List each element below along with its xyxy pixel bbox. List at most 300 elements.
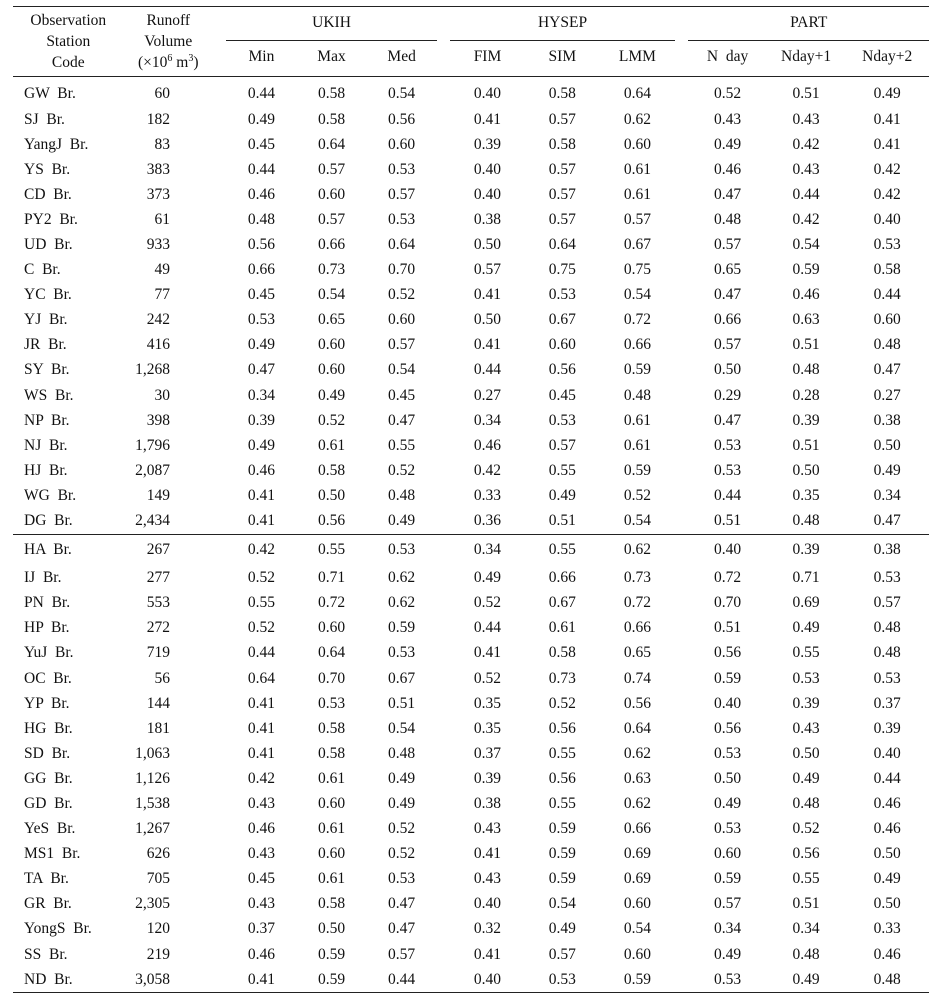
hysep-fim: 0.39 xyxy=(473,135,502,153)
runoff-volume: 49 xyxy=(154,261,171,279)
ukih-min: 0.34 xyxy=(247,386,275,404)
gap xyxy=(437,77,450,108)
station-code: PN Br. xyxy=(24,594,71,612)
ukih-max: 0.59 xyxy=(296,967,366,993)
station-code: YuJ Br. xyxy=(24,644,74,662)
ukih-max: 0.60 xyxy=(317,185,346,203)
hysep-fim: 0.43 xyxy=(473,820,502,838)
runoff-header-unit xyxy=(124,52,213,73)
part-n-day: 0.40 xyxy=(714,694,742,712)
ukih-med: 0.48 xyxy=(388,744,416,762)
hysep-sim: 0.61 xyxy=(548,619,576,637)
gap xyxy=(675,534,688,566)
part-nday-plus-2: 0.53 xyxy=(873,569,901,587)
ukih-med: 0.53 xyxy=(388,644,416,662)
part-n-day: 0.48 xyxy=(714,210,742,228)
part-n-day: 0.57 xyxy=(714,895,742,913)
station-header-line-2: Station xyxy=(46,33,91,50)
gap xyxy=(437,232,450,257)
hysep-sim: 0.67 xyxy=(548,594,576,612)
ukih-med: 0.52 xyxy=(388,820,416,838)
unit-cubic: 3 xyxy=(188,53,194,64)
runoff-volume: 30 xyxy=(154,386,171,404)
table-row xyxy=(13,666,929,691)
runoff-volume: 144 xyxy=(146,694,171,712)
runoff-volume: 3,058 xyxy=(124,967,213,993)
col-header-med: Med xyxy=(387,47,416,65)
hysep-lmm: 0.59 xyxy=(600,967,675,993)
ukih-min: 0.45 xyxy=(247,286,275,304)
part-nday-plus-1: 0.39 xyxy=(792,694,820,712)
part-nday-plus-1: 0.48 xyxy=(792,945,820,963)
gap xyxy=(437,7,450,41)
part-nday-plus-1: 0.34 xyxy=(792,920,820,938)
gap xyxy=(213,892,226,917)
ukih-min: 0.47 xyxy=(247,361,275,379)
ukih-med: 0.44 xyxy=(367,967,437,993)
table-row xyxy=(13,358,929,383)
gap xyxy=(213,383,226,408)
hysep-lmm: 0.61 xyxy=(623,411,651,429)
ukih-max: 0.56 xyxy=(317,512,346,530)
table-row xyxy=(13,967,929,993)
gap xyxy=(675,408,688,433)
table-row xyxy=(13,458,929,483)
gap xyxy=(437,566,450,591)
ukih-min: 0.42 xyxy=(247,769,275,787)
gap xyxy=(437,358,450,383)
station-code: DG Br. xyxy=(24,512,73,530)
gap xyxy=(437,616,450,641)
part-nday-plus-2: 0.39 xyxy=(873,719,901,737)
gap xyxy=(675,842,688,867)
hysep-sim: 0.60 xyxy=(548,336,576,354)
hysep-lmm: 0.72 xyxy=(623,594,651,612)
part-n-day: 0.66 xyxy=(714,311,742,329)
ukih-min: 0.41 xyxy=(247,486,275,504)
part-nday-plus-2: 0.40 xyxy=(873,210,901,228)
gap xyxy=(437,283,450,308)
ukih-med: 0.47 xyxy=(388,411,416,429)
part-nday-plus-2: 0.27 xyxy=(873,386,901,404)
gap xyxy=(437,458,450,483)
gap xyxy=(213,458,226,483)
runoff-volume: 1,268 xyxy=(135,361,171,379)
gap xyxy=(675,7,688,41)
table-row xyxy=(13,483,929,508)
runoff-volume: 1,126 xyxy=(135,769,171,787)
gap xyxy=(437,791,450,816)
ukih-max: 0.60 xyxy=(317,845,346,863)
part-n-day: 0.57 xyxy=(714,236,742,254)
hysep-lmm: 0.66 xyxy=(623,619,651,637)
part-n-day: 0.70 xyxy=(714,594,742,612)
gap xyxy=(213,534,226,566)
part-nday-plus-2: 0.44 xyxy=(873,286,901,304)
table-row xyxy=(13,892,929,917)
hysep-sim: 0.56 xyxy=(548,361,576,379)
col-header-nday-plus-2: Nday+2 xyxy=(862,47,913,65)
runoff-volume: 277 xyxy=(146,569,171,587)
ukih-max: 0.70 xyxy=(317,669,346,687)
gap xyxy=(675,766,688,791)
ukih-max: 0.60 xyxy=(317,794,346,812)
station-code: HA Br. xyxy=(13,534,124,566)
gap xyxy=(213,967,226,993)
runoff-volume: 2,087 xyxy=(135,461,171,479)
part-nday-plus-2: 0.47 xyxy=(873,512,901,530)
part-nday-plus-1: 0.54 xyxy=(792,236,820,254)
ukih-min: 0.37 xyxy=(247,920,275,938)
ukih-max: 0.73 xyxy=(317,261,346,279)
ukih-min: 0.43 xyxy=(247,895,275,913)
hysep-lmm: 0.75 xyxy=(623,261,651,279)
station-code: CD Br. xyxy=(24,185,72,203)
gap xyxy=(213,308,226,333)
hysep-fim: 0.43 xyxy=(473,870,502,888)
hysep-lmm: 0.59 xyxy=(623,461,651,479)
gap xyxy=(213,691,226,716)
part-nday-plus-1: 0.43 xyxy=(792,110,820,128)
ukih-max: 0.61 xyxy=(317,436,346,454)
col-header-fim: FIM xyxy=(473,47,502,65)
ukih-med: 0.60 xyxy=(388,135,416,153)
hysep-fim: 0.44 xyxy=(473,619,502,637)
hysep-sim: 0.57 xyxy=(548,160,576,178)
hysep-lmm: 0.67 xyxy=(623,236,651,254)
ukih-med: 0.52 xyxy=(388,461,416,479)
table-row xyxy=(13,283,929,308)
gap xyxy=(437,182,450,207)
hysep-sim: 0.52 xyxy=(548,694,576,712)
gap xyxy=(675,967,688,993)
ukih-med: 0.57 xyxy=(388,336,416,354)
part-n-day: 0.56 xyxy=(714,644,742,662)
hysep-sim: 0.57 xyxy=(548,185,576,203)
station-code: GG Br. xyxy=(24,769,73,787)
hysep-sim: 0.54 xyxy=(548,895,576,913)
ukih-max: 0.58 xyxy=(317,110,346,128)
gap xyxy=(213,40,226,73)
ukih-min: 0.41 xyxy=(247,512,275,530)
ukih-med: 0.54 xyxy=(388,85,416,102)
ukih-med: 0.52 xyxy=(388,286,416,304)
table-row xyxy=(13,741,929,766)
table-row xyxy=(13,333,929,358)
unit-exponent: 6 xyxy=(167,53,173,64)
gap xyxy=(213,107,226,132)
part-n-day: 0.50 xyxy=(714,361,742,379)
ukih-min: 0.43 xyxy=(247,845,275,863)
gap xyxy=(437,40,450,73)
ukih-max: 0.53 xyxy=(317,694,346,712)
ukih-med: 0.47 xyxy=(388,920,416,938)
hysep-lmm: 0.61 xyxy=(623,185,651,203)
hysep-fim: 0.34 xyxy=(450,534,525,566)
part-n-day: 0.47 xyxy=(714,286,742,304)
part-n-day: 0.49 xyxy=(714,945,742,963)
part-n-day: 0.59 xyxy=(714,669,742,687)
ukih-max: 0.49 xyxy=(317,386,346,404)
ukih-max: 0.60 xyxy=(317,336,346,354)
gap xyxy=(675,283,688,308)
ukih-max: 0.66 xyxy=(317,236,346,254)
part-nday-plus-1: 0.50 xyxy=(792,461,820,479)
hysep-fim: 0.36 xyxy=(473,512,502,530)
ukih-med: 0.48 xyxy=(388,486,416,504)
gap xyxy=(675,666,688,691)
table-row xyxy=(13,534,929,566)
gap xyxy=(437,433,450,458)
part-nday-plus-2: 0.50 xyxy=(873,845,901,863)
gap xyxy=(213,433,226,458)
ukih-min: 0.41 xyxy=(226,967,296,993)
part-nday-plus-1: 0.59 xyxy=(792,261,820,279)
part-nday-plus-2: 0.33 xyxy=(873,920,901,938)
station-code: MS1 Br. xyxy=(24,845,81,863)
ukih-min: 0.52 xyxy=(247,569,275,587)
ukih-min: 0.48 xyxy=(247,210,275,228)
hysep-sim: 0.55 xyxy=(548,461,576,479)
runoff-volume: 373 xyxy=(146,185,171,203)
part-nday-plus-2: 0.41 xyxy=(873,110,901,128)
table-row xyxy=(13,867,929,892)
part-nday-plus-1: 0.55 xyxy=(792,644,820,662)
unit-suffix: ) xyxy=(193,54,199,71)
hysep-fim: 0.40 xyxy=(473,160,502,178)
runoff-volume-header xyxy=(124,7,213,74)
ukih-min: 0.45 xyxy=(247,135,275,153)
table-row xyxy=(13,842,929,867)
gap xyxy=(675,917,688,942)
table-row xyxy=(13,691,929,716)
part-nday-plus-2: 0.41 xyxy=(873,135,901,153)
ukih-min: 0.56 xyxy=(247,236,275,254)
station-code-header xyxy=(13,7,124,74)
ukih-med: 0.55 xyxy=(388,436,416,454)
hysep-sim: 0.49 xyxy=(548,486,576,504)
runoff-volume: 60 xyxy=(154,85,171,102)
ukih-med: 0.57 xyxy=(388,945,416,963)
gap xyxy=(213,616,226,641)
part-nday-plus-2: 0.53 xyxy=(873,236,901,254)
station-code: NP Br. xyxy=(24,411,70,429)
part-nday-plus-2: 0.38 xyxy=(873,411,901,429)
part-nday-plus-1: 0.39 xyxy=(792,411,820,429)
ukih-max: 0.50 xyxy=(317,486,346,504)
gap xyxy=(213,741,226,766)
part-nday-plus-1: 0.51 xyxy=(792,436,820,454)
hysep-lmm: 0.60 xyxy=(623,945,651,963)
gap xyxy=(675,132,688,157)
part-nday-plus-2: 0.50 xyxy=(873,895,901,913)
ukih-min: 0.49 xyxy=(247,336,275,354)
station-code: YongS Br. xyxy=(24,920,92,938)
ukih-max: 0.71 xyxy=(317,569,346,587)
part-n-day: 0.59 xyxy=(714,870,742,888)
hysep-lmm: 0.64 xyxy=(623,85,651,102)
ukih-min: 0.64 xyxy=(247,669,275,687)
gap xyxy=(213,509,226,535)
runoff-volume: 1,538 xyxy=(135,794,171,812)
runoff-volume: 83 xyxy=(154,135,171,153)
station-code: YJ Br. xyxy=(24,311,68,329)
part-nday-plus-2: 0.49 xyxy=(873,870,901,888)
gap xyxy=(437,892,450,917)
hysep-fim: 0.39 xyxy=(473,769,502,787)
part-nday-plus-1: 0.51 xyxy=(792,336,820,354)
ukih-med: 0.60 xyxy=(388,311,416,329)
hysep-fim: 0.40 xyxy=(473,895,502,913)
ukih-med: 0.57 xyxy=(388,185,416,203)
ukih-med: 0.62 xyxy=(388,594,416,612)
station-code: ND Br. xyxy=(13,967,124,993)
gap xyxy=(437,666,450,691)
ukih-group-header: UKIH xyxy=(226,7,436,41)
hysep-lmm: 0.74 xyxy=(623,669,651,687)
part-nday-plus-2: 0.60 xyxy=(873,311,901,329)
runoff-volume: 181 xyxy=(146,719,171,737)
hysep-sim: 0.66 xyxy=(548,569,576,587)
ukih-med: 0.54 xyxy=(388,361,416,379)
hysep-fim: 0.40 xyxy=(473,85,502,102)
hysep-lmm: 0.66 xyxy=(623,820,651,838)
hysep-fim: 0.41 xyxy=(473,845,502,863)
gap xyxy=(213,333,226,358)
gap xyxy=(213,766,226,791)
hysep-lmm: 0.62 xyxy=(600,534,675,566)
table-row xyxy=(13,258,929,283)
ukih-med: 0.52 xyxy=(388,845,416,863)
ukih-min: 0.55 xyxy=(247,594,275,612)
table-row xyxy=(13,616,929,641)
hysep-sim: 0.55 xyxy=(525,534,600,566)
hysep-sim: 0.64 xyxy=(548,236,576,254)
hysep-fim: 0.50 xyxy=(473,236,502,254)
station-code: PY2 Br. xyxy=(24,210,78,228)
gap xyxy=(675,817,688,842)
part-nday-plus-2: 0.46 xyxy=(873,945,901,963)
part-nday-plus-2: 0.37 xyxy=(873,694,901,712)
station-code: OC Br. xyxy=(24,669,72,687)
ukih-max: 0.52 xyxy=(317,411,346,429)
hysep-lmm: 0.60 xyxy=(623,135,651,153)
table-row xyxy=(13,132,929,157)
hysep-lmm: 0.63 xyxy=(623,769,651,787)
hysep-fim: 0.41 xyxy=(473,110,502,128)
gap xyxy=(437,942,450,967)
gap xyxy=(213,283,226,308)
hysep-lmm: 0.64 xyxy=(623,719,651,737)
baseflow-index-table xyxy=(13,6,929,993)
gap xyxy=(437,157,450,182)
hysep-fim: 0.41 xyxy=(473,945,502,963)
part-nday-plus-1: 0.35 xyxy=(792,486,820,504)
part-nday-plus-2: 0.58 xyxy=(873,261,901,279)
part-n-day: 0.53 xyxy=(714,744,742,762)
part-n-day: 0.72 xyxy=(714,569,742,587)
station-code: GD Br. xyxy=(24,794,73,812)
station-code: HG Br. xyxy=(24,719,73,737)
hysep-sim: 0.57 xyxy=(548,110,576,128)
ukih-med: 0.53 xyxy=(367,534,437,566)
gap xyxy=(675,566,688,591)
table-row xyxy=(13,107,929,132)
hysep-lmm: 0.59 xyxy=(623,361,651,379)
runoff-volume: 219 xyxy=(146,945,171,963)
runoff-volume: 272 xyxy=(146,619,171,637)
part-nday-plus-1: 0.42 xyxy=(792,210,820,228)
hysep-fim: 0.57 xyxy=(473,261,502,279)
part-n-day: 0.57 xyxy=(714,336,742,354)
ukih-min: 0.66 xyxy=(247,261,275,279)
gap xyxy=(675,892,688,917)
hysep-fim: 0.40 xyxy=(473,185,502,203)
hysep-lmm: 0.69 xyxy=(623,870,651,888)
runoff-volume: 416 xyxy=(146,336,171,354)
station-code: HP Br. xyxy=(24,619,70,637)
station-header-line-1: Observation xyxy=(30,12,107,29)
gap xyxy=(675,509,688,535)
hysep-lmm: 0.66 xyxy=(623,336,651,354)
ukih-min: 0.41 xyxy=(247,744,275,762)
ukih-max: 0.58 xyxy=(317,85,346,102)
hysep-lmm: 0.52 xyxy=(623,486,651,504)
runoff-volume: 1,796 xyxy=(135,436,171,454)
station-code: WG Br. xyxy=(24,486,77,504)
gap xyxy=(213,591,226,616)
hysep-lmm: 0.54 xyxy=(623,920,651,938)
part-group-header: PART xyxy=(688,7,929,41)
part-nday-plus-1: 0.46 xyxy=(792,286,820,304)
ukih-med: 0.49 xyxy=(388,512,416,530)
part-nday-plus-2: 0.46 xyxy=(873,820,901,838)
part-nday-plus-1: 0.53 xyxy=(792,669,820,687)
part-n-day: 0.53 xyxy=(688,967,766,993)
hysep-sim: 0.57 xyxy=(548,210,576,228)
part-nday-plus-1: 0.43 xyxy=(792,719,820,737)
ukih-min: 0.46 xyxy=(247,820,275,838)
ukih-med: 0.45 xyxy=(388,386,416,404)
hysep-fim: 0.41 xyxy=(473,336,502,354)
part-nday-plus-2: 0.57 xyxy=(873,594,901,612)
ukih-med: 0.67 xyxy=(388,669,416,687)
table-row xyxy=(13,716,929,741)
gap xyxy=(213,716,226,741)
gap xyxy=(437,691,450,716)
table-row xyxy=(13,408,929,433)
hysep-sim: 0.53 xyxy=(525,967,600,993)
gap xyxy=(213,942,226,967)
part-nday-plus-2: 0.34 xyxy=(873,486,901,504)
hysep-fim: 0.42 xyxy=(473,461,502,479)
station-code: NJ Br. xyxy=(24,436,68,454)
part-nday-plus-1: 0.69 xyxy=(792,594,820,612)
part-nday-plus-2: 0.46 xyxy=(873,794,901,812)
hysep-fim: 0.33 xyxy=(473,486,502,504)
gap xyxy=(213,232,226,257)
col-header-nday-plus-1: Nday+1 xyxy=(781,47,832,65)
ukih-max: 0.50 xyxy=(317,920,346,938)
gap xyxy=(675,258,688,283)
gap xyxy=(675,77,688,108)
ukih-min: 0.41 xyxy=(247,719,275,737)
table-row xyxy=(13,917,929,942)
ukih-min: 0.44 xyxy=(247,85,275,102)
hysep-lmm: 0.54 xyxy=(623,512,651,530)
table-row xyxy=(13,232,929,257)
ukih-max: 0.59 xyxy=(317,945,346,963)
